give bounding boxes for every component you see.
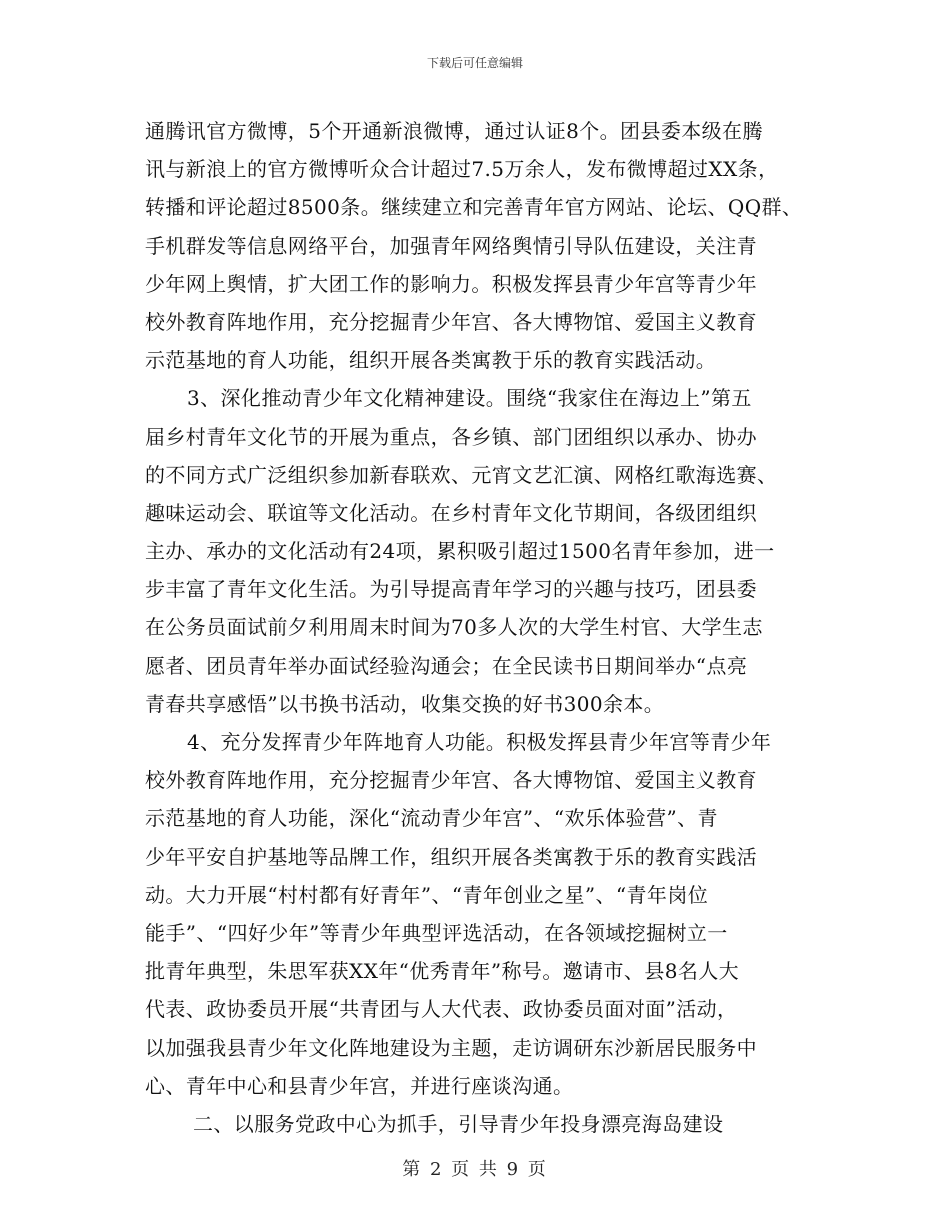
section-heading-line: 3、深化推动青少年文化精神建设。围绕“我家住在海边上”第五 xyxy=(187,386,752,411)
body-line: 趣味运动会、联谊等文化活动。在乡村青年文化节期间，各级团组织 xyxy=(145,500,757,525)
body-line: 通腾讯官方微博，5个开通新浪微博，通过认证8个。团县委本级在腾 xyxy=(145,119,763,143)
body-line: 动。大力开展“村村都有好青年”、“青年创业之星”、“青年岗位 xyxy=(145,882,709,907)
body-line: 转播和评论超过8500条。继续建立和完善青年官方网站、论坛、QQ群、 xyxy=(145,195,803,220)
body-line: 讯与新浪上的官方微博听众合计超过7.5万余人，发布微博超过XX条， xyxy=(145,157,779,182)
body-line: 少年平安自护基地等品牌工作，组织开展各类寓教于乐的教育实践活 xyxy=(145,844,757,869)
body-line: 校外教育阵地作用，充分挖掘青少年宫、各大博物馆、爱国主义教育 xyxy=(145,768,757,793)
body-line: 心、青年中心和县青少年宫，并进行座谈沟通。 xyxy=(145,1073,574,1098)
body-line: 步丰富了青年文化生活。为引导提高青年学习的兴趣与技巧，团县委 xyxy=(145,577,757,602)
body-line: 以加强我县青少年文化阵地建设为主题，走访调研东沙新居民服务中 xyxy=(145,1035,757,1060)
body-line: 手机群发等信息网络平台，加强青年网络舆情引导队伍建设，关注青 xyxy=(145,233,757,258)
body-line: 青春共享感悟”以书换书活动，收集交换的好书300余本。 xyxy=(145,691,665,716)
body-line: 在公务员面试前夕利用周末时间为70多人次的大学生村官、大学生志 xyxy=(145,615,763,640)
body-line: 届乡村青年文化节的开展为重点，各乡镇、部门团组织以承办、协办 xyxy=(145,424,757,449)
section-heading-line: 4、充分发挥青少年阵地育人功能。积极发挥县青少年宫等青少年 xyxy=(187,730,772,754)
body-line: 代表、政协委员开展“共青团与人大代表、政协委员面对面”活动， xyxy=(145,997,738,1022)
body-line: 校外教育阵地作用，充分挖掘青少年宫、各大博物馆、爱国主义教育 xyxy=(145,309,757,334)
body-line: 的不同方式广泛组织参加新春联欢、元宵文艺汇演、网格红歌海选赛、 xyxy=(145,462,778,487)
body-line: 主办、承办的文化活动有24项，累积吸引超过1500名青年参加，进一 xyxy=(145,539,775,564)
body-line: 能手”、“四好少年”等青少年典型评选活动，在各领域挖掘树立一 xyxy=(145,920,728,945)
section-heading-line: 二、以服务党政中心为抓手，引导青少年投身漂亮海岛建设 xyxy=(193,1111,724,1136)
body-line: 少年网上舆情，扩大团工作的影响力。积极发挥县青少年宫等青少年 xyxy=(145,271,757,296)
body-line: 愿者、团员青年举办面试经验沟通会；在全民读书日期间举办“点亮 xyxy=(145,653,748,678)
document-body xyxy=(145,112,825,1143)
body-line: 示范基地的育人功能，深化“流动青少年宫”、“欢乐体验营”、青 xyxy=(145,806,718,831)
page-header-note: 下载后可任意编辑 xyxy=(426,56,523,70)
body-line: 批青年典型，朱思军获XX年“优秀青年”称号。邀请市、县8名人大 xyxy=(145,959,740,984)
body-line: 示范基地的育人功能，组织开展各类寓教于乐的教育实践活动。 xyxy=(145,348,717,373)
page-number: 第 2 页 共 9 页 xyxy=(402,1159,548,1180)
